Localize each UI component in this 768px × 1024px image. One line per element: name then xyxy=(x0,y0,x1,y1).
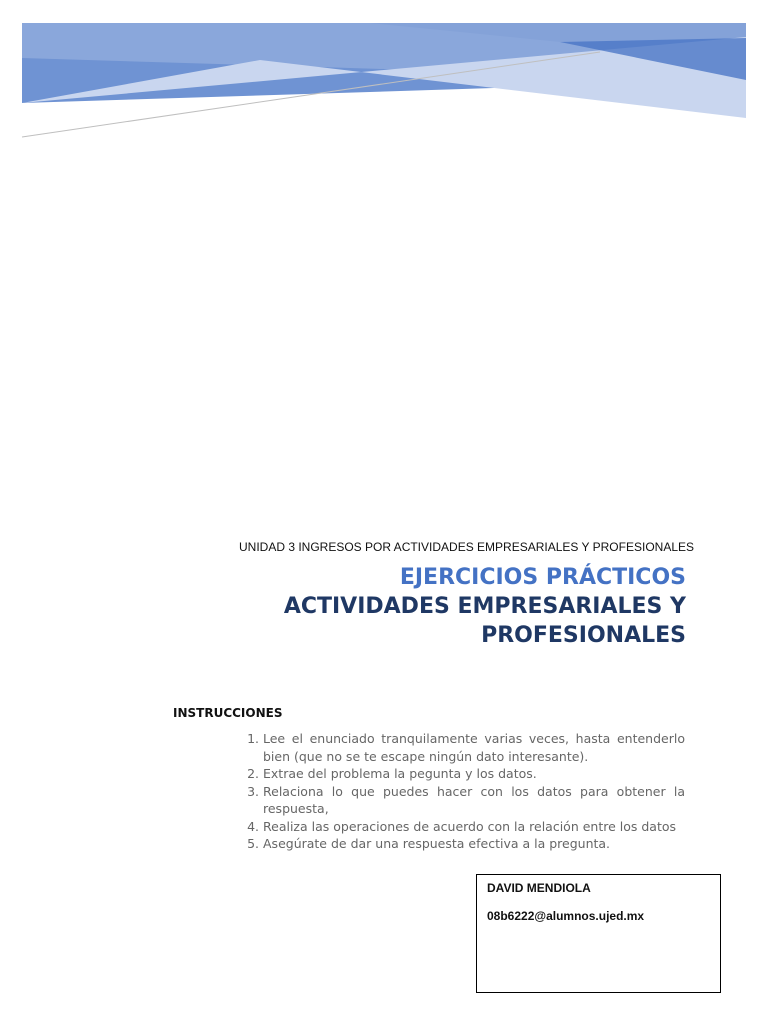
unit-subtitle: UNIDAD 3 INGRESOS POR ACTIVIDADES EMPRESARIALES Y PROFESIONALES xyxy=(238,540,694,554)
list-item: 3. Relaciona lo que puedes hacer con los datos para obtener la respuesta, xyxy=(263,783,685,818)
title-secondary-line2: PROFESIONALES xyxy=(481,623,686,648)
list-item: 4. Realiza las operaciones de acuerdo con la relación entre los datos xyxy=(263,818,685,836)
instructions-heading: INSTRUCCIONES xyxy=(173,706,283,720)
list-item: 1. Lee el enunciado tranquilamente varias veces, hasta entenderlo bien (que no se te escape ningún dato interesante). xyxy=(263,730,685,765)
list-item: 2. Extrae del problema la pegunta y los datos. xyxy=(263,765,685,783)
author-email: 08b6222@alumnos.ujed.mx xyxy=(487,909,645,923)
author-name: DAVID MENDIOLA xyxy=(487,881,591,895)
instructions-list xyxy=(238,730,685,853)
title-primary: EJERCICIOS PRÁCTICOS xyxy=(399,565,686,590)
list-item: 5. Asegúrate de dar una respuesta efectiva a la pregunta. xyxy=(263,835,685,853)
header-banner xyxy=(0,0,768,145)
title-secondary-line1: ACTIVIDADES EMPRESARIALES Y xyxy=(283,594,686,619)
author-box xyxy=(476,874,721,993)
document-title xyxy=(180,563,686,650)
